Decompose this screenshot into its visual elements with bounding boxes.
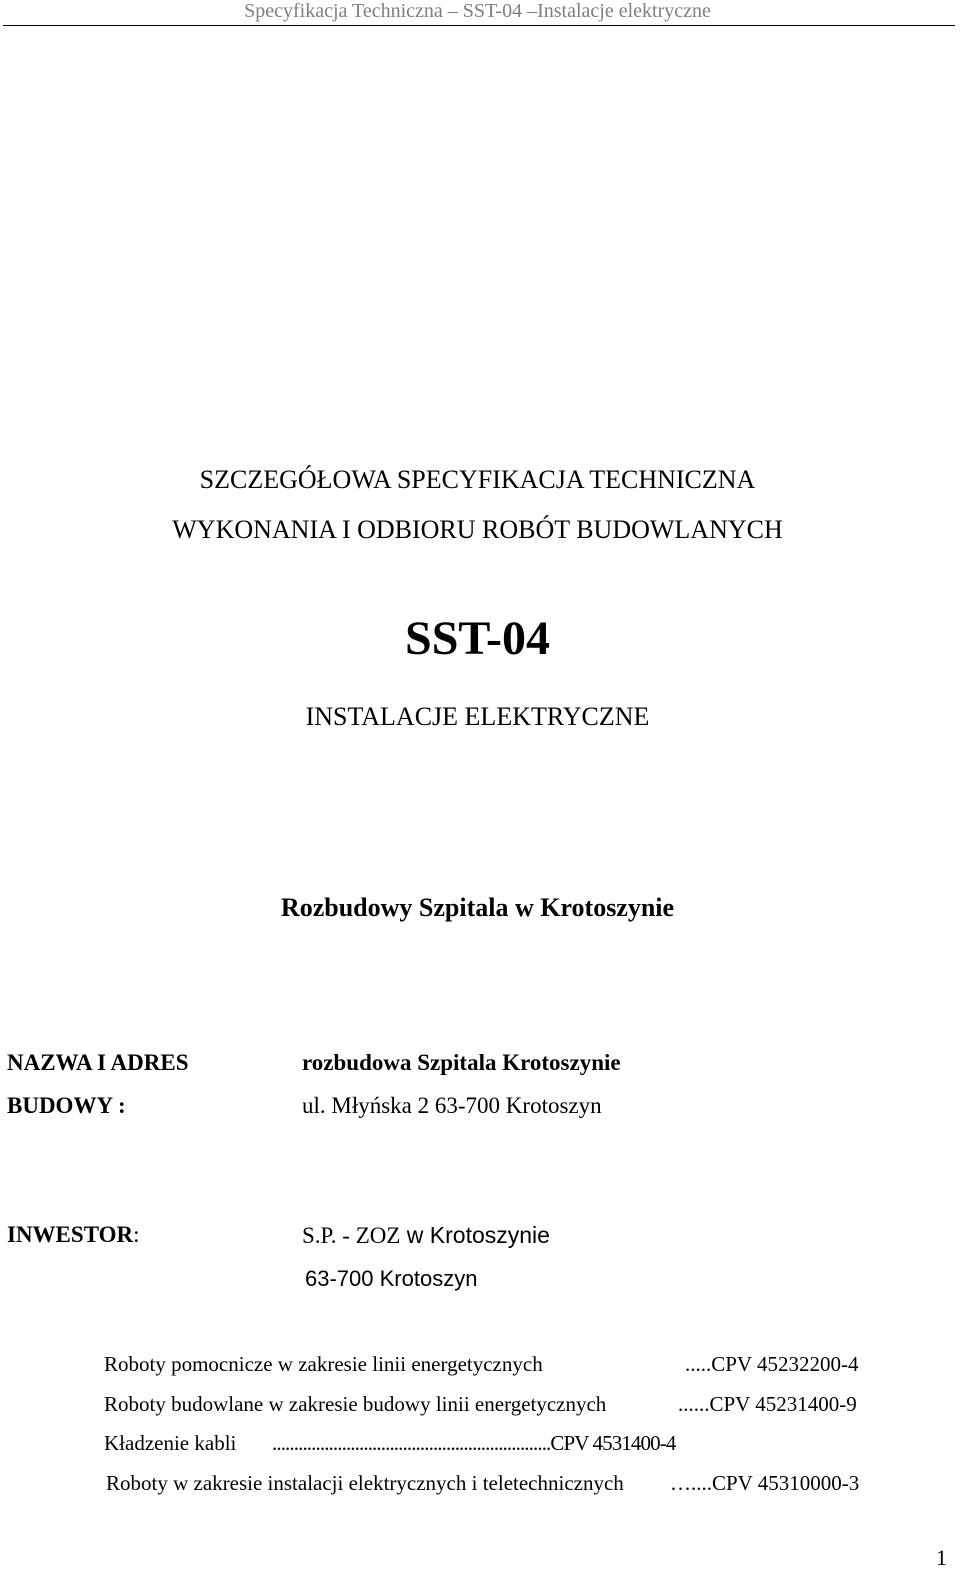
specification-subject: INSTALACJE ELEKTRYCZNE (305, 702, 650, 731)
cpv-row-3-code: ................................................................CPV 4531400-4 (272, 1431, 676, 1455)
investor-label (7, 1221, 140, 1249)
cpv-row-2-code: ......CPV 45231400-9 (678, 1392, 857, 1416)
investor-label-colon: : (133, 1222, 140, 1247)
site-name: rozbudowa Szpitala Krotoszynie (302, 1050, 621, 1075)
investor-name (302, 1221, 550, 1250)
investor-address: 63-700 Krotoszyn (305, 1266, 478, 1291)
specification-code: SST-04 (405, 612, 550, 665)
cpv-row-4-text: Roboty w zakresie instalacji elektrycznych i teletechnicznych (106, 1471, 624, 1495)
site-address: ul. Młyńska 2 63-700 Krotoszyn (302, 1093, 602, 1118)
running-header: Specyfikacja Techniczna – SST-04 –Instalacje elektryczne (244, 0, 711, 22)
document-title-line-1: SZCZEGÓŁOWA SPECYFIKACJA TECHNICZNA (199, 465, 756, 494)
cpv-row-3-text: Kładzenie kabli (104, 1431, 237, 1455)
page-number: 1 (936, 1545, 947, 1570)
investor-name-suffix: w Krotoszynie (400, 1222, 550, 1248)
header-divider (3, 25, 955, 26)
site-label-line-1: NAZWA I ADRES (7, 1050, 189, 1075)
site-label-line-2: BUDOWY : (7, 1093, 126, 1118)
cpv-row-1-text: Roboty pomocnicze w zakresie linii energetycznych (104, 1352, 543, 1376)
cpv-row-1-code: .....CPV 45232200-4 (685, 1352, 859, 1376)
project-name: Rozbudowy Szpitala w Krotoszynie (280, 893, 675, 922)
cpv-row-4-code: …....CPV 45310000-3 (670, 1471, 860, 1495)
document-title-line-2: WYKONANIA I ODBIORU ROBÓT BUDOWLANYCH (172, 515, 783, 544)
cpv-row-2-text: Roboty budowlane w zakresie budowy linii energetycznych (104, 1392, 607, 1416)
investor-name-prefix: S.P. - ZOZ (302, 1223, 401, 1248)
investor-label-text: INWESTOR (7, 1222, 134, 1247)
